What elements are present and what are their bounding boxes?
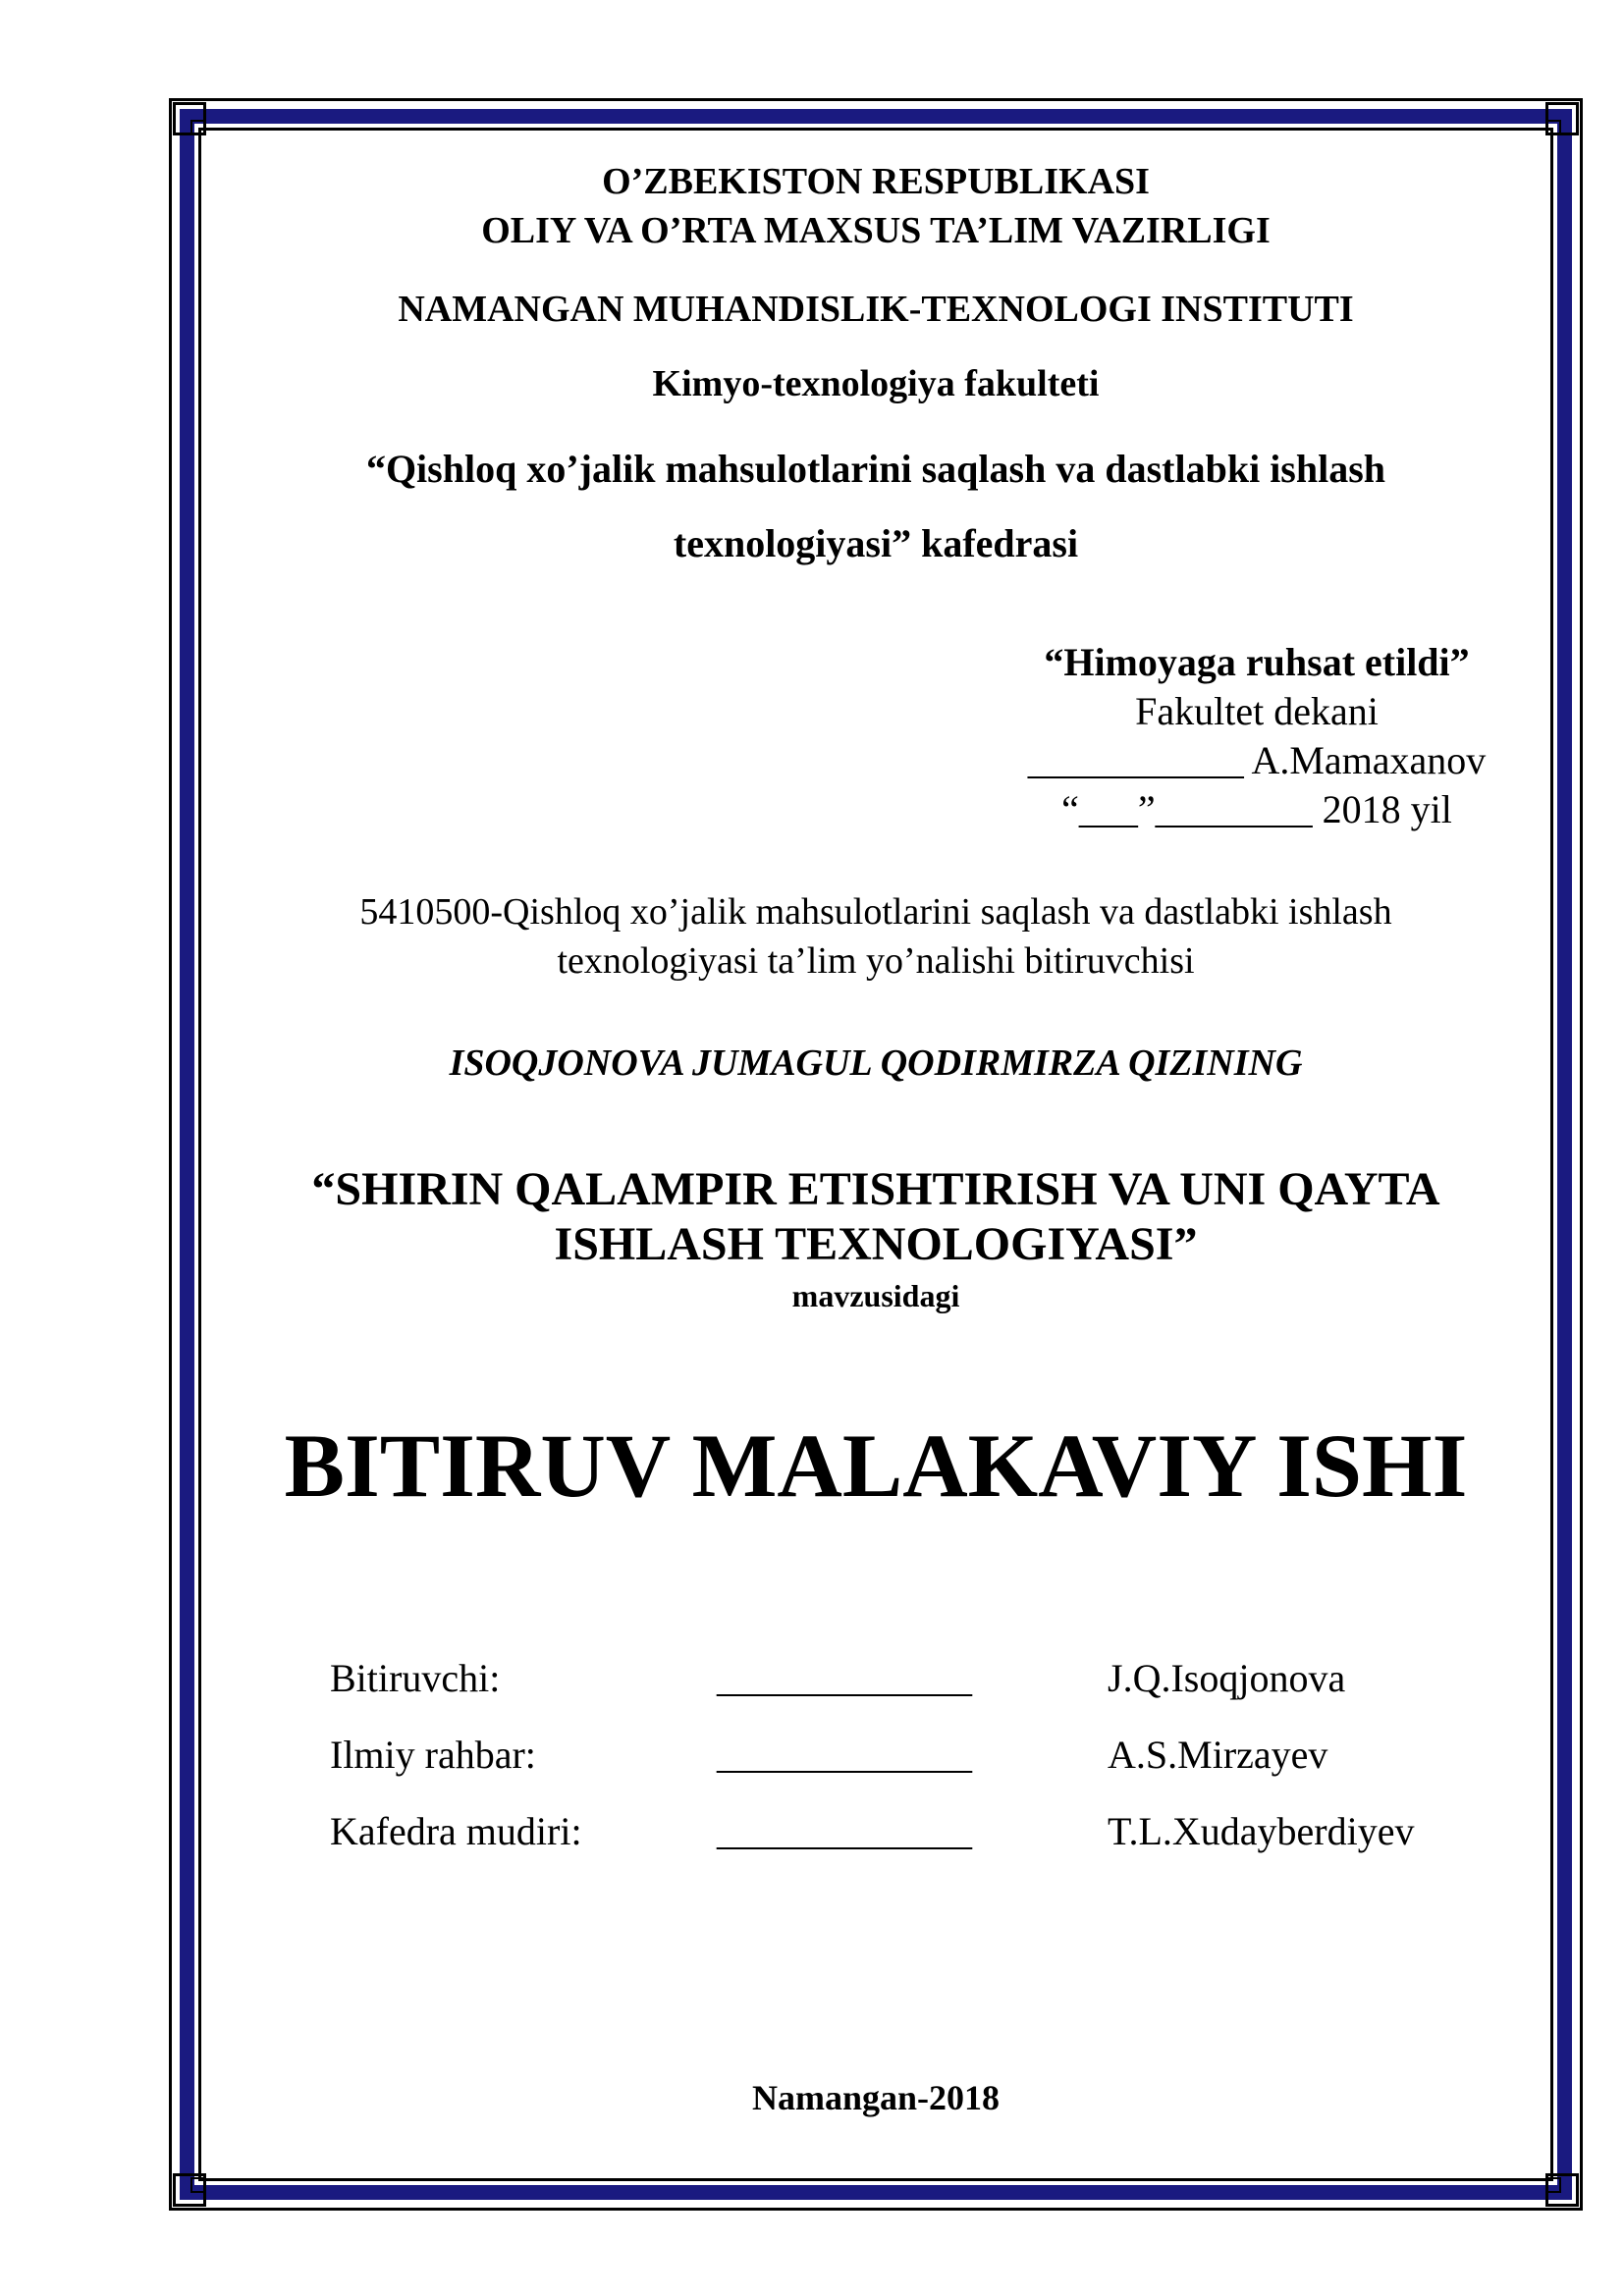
signature-role: Kafedra mudiri: [330, 1809, 582, 1853]
document-type-title: BITIRUV MALAKAVIY ISHI [284, 1415, 1468, 1516]
approval-role: Fakultet dekani [1135, 689, 1379, 733]
republic-title: O’ZBEKISTON RESPUBLIKASI [602, 161, 1150, 202]
specialty-line-1: 5410500-Qishloq xo’jalik mahsulotlarini saqlash va dastlabki ishlash [359, 891, 1392, 933]
corner-ornament [1545, 120, 1561, 135]
approval-signature-line: ___________ A.Mamaxanov [1027, 738, 1487, 782]
approval-date-line: “___”________ 2018 yil [1061, 787, 1452, 831]
department-title-block [226, 432, 1526, 581]
signature-name: J.Q.Isoqjonova [1108, 1656, 1346, 1700]
signature-row-head-of-department [0, 1802, 1624, 1861]
corner-ornament [190, 120, 206, 135]
approval-title: “Himoyaga ruhsat etildi” [1044, 640, 1470, 684]
ministry-title: OLIY VA O’RTA MAXSUS TA’LIM VAZIRLIGI [481, 210, 1271, 251]
signature-line: _____________ [717, 1733, 972, 1777]
thesis-topic-line-1: “SHIRIN QALAMPIR ETISHTIRISH VA UNI QAYTA [311, 1163, 1440, 1215]
signature-line: _____________ [717, 1656, 972, 1700]
signature-row-graduate [0, 1649, 1624, 1708]
approval-block [992, 638, 1522, 834]
student-name: ISOQJONOVA JUMAGUL QODIRMIRZA QIZINING [449, 1042, 1303, 1084]
city-year-footer: Namangan-2018 [751, 2078, 1001, 2117]
corner-ornament [190, 2177, 206, 2193]
thesis-topic [226, 1162, 1526, 1272]
thesis-topic-line-2: ISHLASH TEXNOLOGIYASI” [554, 1218, 1198, 1270]
signature-role: Bitiruvchi: [330, 1656, 501, 1700]
signature-name: T.L.Xudayberdiyev [1108, 1809, 1415, 1853]
specialty-line-2: texnologiyasi ta’lim yo’nalishi bitiruvchisi [557, 940, 1195, 982]
specialty-block [226, 887, 1526, 986]
department-line-2: texnologiyasi” kafedrasi [673, 521, 1079, 565]
department-line-1: “Qishloq xo’jalik mahsulotlarini saqlash va dastlabki ishlash [365, 447, 1386, 491]
signature-line: _____________ [717, 1809, 972, 1853]
institute-title: NAMANGAN MUHANDISLIK-TEXNOLOGI INSTITUTI [398, 289, 1354, 330]
corner-ornament [1545, 2177, 1561, 2193]
faculty-title: Kimyo-texnologiya fakulteti [652, 363, 1100, 404]
header-ministry-block [226, 157, 1526, 255]
signature-name: A.S.Mirzayev [1108, 1733, 1328, 1777]
signature-row-supervisor [0, 1726, 1624, 1785]
thesis-topic-suffix: mavzusidagi [791, 1278, 960, 1313]
signature-role: Ilmiy rahbar: [330, 1733, 536, 1777]
